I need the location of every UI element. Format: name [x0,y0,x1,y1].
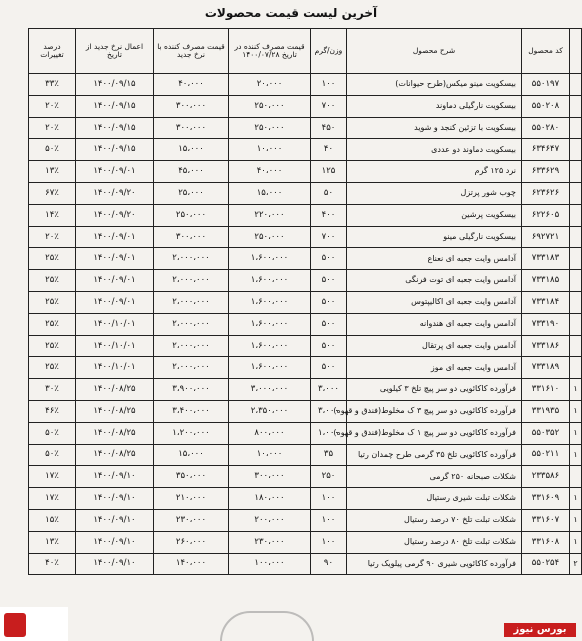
cell-apply-date: ۱۴۰۰/۰۸/۲۵ [76,379,154,401]
cell-consumer-price: ۲۰،۰۰۰ [229,74,311,96]
cell-index: ۱ [570,400,582,422]
cell-weight: ۱۰۰ [311,509,347,531]
cell-description: فرآورده کاکائویی دو سر پیچ ۱ ک مخلوط(فندق و قهوه) [347,422,522,444]
cell-new-price: ۲،۰۰۰،۰۰۰ [154,357,229,379]
cell-consumer-price: ۱۰۰،۰۰۰ [229,553,311,575]
cell-new-price: ۱۴۰،۰۰۰ [154,553,229,575]
cell-weight: ۵۰ [311,182,347,204]
cell-description: فرآورده کاکائویی دو سر پیچ ۳ ک مخلوط(فندق و قهوه) [347,400,522,422]
cell-index [570,270,582,292]
cell-new-price: ۲،۰۰۰،۰۰۰ [154,270,229,292]
cell-new-price: ۱،۲۰۰،۰۰۰ [154,422,229,444]
table-row [29,422,582,444]
cell-apply-date: ۱۴۰۰/۰۹/۱۵ [76,95,154,117]
cell-description: آدامس وایت جعبه ای اکالیپتوس [347,291,522,313]
cell-weight: ۴۵۰ [311,117,347,139]
header-row [29,29,582,74]
cell-apply-date: ۱۴۰۰/۰۹/۰۱ [76,226,154,248]
cell-change-percent: ۲۰٪ [29,95,76,117]
table-row [29,248,582,270]
cell-index [570,74,582,96]
table-row [29,161,582,183]
cell-consumer-price: ۲۳۰،۰۰۰ [229,531,311,553]
cell-weight: ۲۵۰ [311,466,347,488]
cell-change-percent: ۴۰٪ [29,553,76,575]
cell-consumer-price: ۱،۶۰۰،۰۰۰ [229,335,311,357]
cell-weight: ۷۰۰ [311,226,347,248]
cell-consumer-price: ۳،۰۰۰،۰۰۰ [229,379,311,401]
cell-code: ۳۳۱۹۳۵ [522,400,570,422]
cell-index: ۱ [570,531,582,553]
cell-weight: ۴۰ [311,139,347,161]
cell-new-price: ۳۰۰،۰۰۰ [154,117,229,139]
cell-apply-date: ۱۴۰۰/۰۹/۲۰ [76,204,154,226]
cell-index [570,335,582,357]
cell-index: ۲ [570,553,582,575]
cell-change-percent: ۲۵٪ [29,291,76,313]
cell-consumer-price: ۱۵،۰۰۰ [229,182,311,204]
cell-new-price: ۱۵،۰۰۰ [154,444,229,466]
cell-apply-date: ۱۴۰۰/۰۹/۱۰ [76,509,154,531]
cell-weight: ۵۰۰ [311,313,347,335]
table-row [29,291,582,313]
table-row [29,531,582,553]
cell-code: ۳۳۱۶۰۹ [522,488,570,510]
header-apply-date: اعمال نرخ جدید از تاریخ [76,29,154,74]
cell-new-price: ۲۱۰،۰۰۰ [154,488,229,510]
cell-apply-date: ۱۴۰۰/۰۹/۰۱ [76,161,154,183]
cell-change-percent: ۳۰٪ [29,379,76,401]
cell-new-price: ۲،۰۰۰،۰۰۰ [154,248,229,270]
cell-code: ۷۳۳۱۸۴ [522,291,570,313]
cell-index: ۱ [570,379,582,401]
cell-change-percent: ۲۵٪ [29,313,76,335]
logo-mark-icon [4,613,26,637]
cell-change-percent: ۲۵٪ [29,270,76,292]
cell-code: ۳۳۱۶۰۸ [522,531,570,553]
cell-weight: ۳،۰۰۰ [311,379,347,401]
cell-weight: ۱۰۰ [311,74,347,96]
cell-weight: ۴۰۰ [311,204,347,226]
stamp-seal [220,611,314,641]
cell-consumer-price: ۲۰۰،۰۰۰ [229,509,311,531]
cell-code: ۶۲۲۶۰۵ [522,204,570,226]
cell-new-price: ۲۶۰،۰۰۰ [154,531,229,553]
cell-new-price: ۴۰،۰۰۰ [154,74,229,96]
cell-consumer-price: ۸۰۰،۰۰۰ [229,422,311,444]
cell-consumer-price: ۱۰،۰۰۰ [229,139,311,161]
cell-new-price: ۳۰۰،۰۰۰ [154,226,229,248]
cell-apply-date: ۱۴۰۰/۱۰/۰۱ [76,357,154,379]
cell-consumer-price: ۳۰۰،۰۰۰ [229,466,311,488]
cell-new-price: ۲۵۰،۰۰۰ [154,204,229,226]
table-row [29,270,582,292]
cell-description: چوب شور پرتزل [347,182,522,204]
cell-code: ۷۳۳۱۸۶ [522,335,570,357]
document-title: آخرین لیست قیمت محصولات [204,6,378,20]
table-row [29,553,582,575]
table-row [29,400,582,422]
cell-apply-date: ۱۴۰۰/۰۹/۱۰ [76,531,154,553]
cell-index [570,182,582,204]
cell-new-price: ۲،۰۰۰،۰۰۰ [154,291,229,313]
cell-apply-date: ۱۴۰۰/۱۰/۰۱ [76,313,154,335]
cell-weight: ۱۲۵ [311,161,347,183]
table-row [29,204,582,226]
cell-change-percent: ۲۵٪ [29,357,76,379]
cell-description: آدامس وایت جعبه ای توت فرنگی [347,270,522,292]
cell-change-percent: ۲۵٪ [29,248,76,270]
header-change-percent: درصد تغییرات [29,29,76,74]
cell-description: بیسکویت نارگیلی دماوند [347,95,522,117]
cell-code: ۶۳۳۶۲۹ [522,161,570,183]
cell-change-percent: ۳۳٪ [29,74,76,96]
table-row [29,226,582,248]
cell-description: آدامس وایت جعبه ای نعناع [347,248,522,270]
price-table [28,28,582,575]
cell-new-price: ۳۵۰،۰۰۰ [154,466,229,488]
cell-index [570,161,582,183]
cell-index [570,357,582,379]
cell-change-percent: ۱۳٪ [29,531,76,553]
cell-apply-date: ۱۴۰۰/۰۹/۰۱ [76,248,154,270]
table-row [29,379,582,401]
cell-description: بیسکویت پرشین [347,204,522,226]
cell-index: ۱ [570,509,582,531]
cell-consumer-price: ۲۲۰،۰۰۰ [229,204,311,226]
cell-apply-date: ۱۴۰۰/۰۸/۲۵ [76,422,154,444]
cell-code: ۲۳۳۵۸۶ [522,466,570,488]
cell-code: ۵۵۰۳۵۲ [522,422,570,444]
cell-new-price: ۲،۰۰۰،۰۰۰ [154,313,229,335]
cell-change-percent: ۵۰٪ [29,444,76,466]
cell-code: ۳۳۱۶۰۷ [522,509,570,531]
cell-code: ۷۳۳۱۸۹ [522,357,570,379]
cell-code: ۷۳۳۱۸۳ [522,248,570,270]
cell-consumer-price: ۲۵۰،۰۰۰ [229,117,311,139]
cell-code: ۶۳۴۶۴۷ [522,139,570,161]
cell-index [570,95,582,117]
cell-index [570,313,582,335]
cell-code: ۷۳۳۱۹۰ [522,313,570,335]
table-row [29,95,582,117]
cell-new-price: ۱۵،۰۰۰ [154,139,229,161]
table-row [29,488,582,510]
cell-apply-date: ۱۴۰۰/۰۹/۱۰ [76,553,154,575]
cell-change-percent: ۴۶٪ [29,400,76,422]
cell-weight: ۹۰ [311,553,347,575]
cell-weight: ۵۰۰ [311,357,347,379]
header-new-price: قیمت مصرف کننده با نرخ جدید [154,29,229,74]
cell-weight: ۵۰۰ [311,335,347,357]
cell-index [570,117,582,139]
cell-apply-date: ۱۴۰۰/۰۹/۱۵ [76,117,154,139]
cell-apply-date: ۱۴۰۰/۰۹/۰۱ [76,291,154,313]
cell-apply-date: ۱۴۰۰/۱۰/۰۱ [76,335,154,357]
cell-new-price: ۴۵،۰۰۰ [154,161,229,183]
cell-code: ۷۳۳۱۸۵ [522,270,570,292]
table-row [29,139,582,161]
cell-description: شکلات تبلت تلخ ۸۰ درصد رستیال [347,531,522,553]
cell-code: ۶۲۳۶۲۶ [522,182,570,204]
cell-weight: ۱،۰۰۰ [311,422,347,444]
cell-change-percent: ۱۴٪ [29,204,76,226]
cell-code: ۵۵۰۲۸۰ [522,117,570,139]
table-body [29,74,582,575]
cell-description: آدامس وایت جعبه ای موز [347,357,522,379]
cell-description: فرآورده کاکائویی تلخ ۳۵ گرمی طرح چمدان رتیا [347,444,522,466]
cell-index [570,204,582,226]
cell-description: بیسکویت مینو میکس(طرح حیوانات) [347,74,522,96]
cell-change-percent: ۵۰٪ [29,422,76,444]
cell-description: آدامس وایت جعبه ای هندوانه [347,313,522,335]
cell-new-price: ۳،۴۰۰،۰۰۰ [154,400,229,422]
cell-description: شکلات صبحانه ۲۵۰ گرمی [347,466,522,488]
header-code: کد محصول [522,29,570,74]
cell-code: ۶۹۲۷۲۱ [522,226,570,248]
cell-description: آدامس وایت جعبه ای پرتقال [347,335,522,357]
cell-consumer-price: ۲۵۰،۰۰۰ [229,226,311,248]
cell-description: فرآورده کاکائویی دو سر پیچ تلخ ۳ کیلویی [347,379,522,401]
cell-code: ۵۵۰۱۹۷ [522,74,570,96]
cell-index [570,466,582,488]
header-weight: وزن/گرم [311,29,347,74]
cell-code: ۵۵۰۲۱۱ [522,444,570,466]
cell-code: ۵۵۰۲۵۴ [522,553,570,575]
table-row [29,357,582,379]
cell-consumer-price: ۲۵۰،۰۰۰ [229,95,311,117]
cell-change-percent: ۲۰٪ [29,117,76,139]
cell-index [570,248,582,270]
cell-new-price: ۲،۰۰۰،۰۰۰ [154,335,229,357]
cell-new-price: ۲۳۰،۰۰۰ [154,509,229,531]
cell-change-percent: ۱۷٪ [29,488,76,510]
cell-index [570,139,582,161]
cell-consumer-price: ۲،۳۵۰،۰۰۰ [229,400,311,422]
cell-weight: ۳،۰۰۰ [311,400,347,422]
cell-change-percent: ۵۰٪ [29,139,76,161]
cell-index: ۱ [570,444,582,466]
cell-consumer-price: ۱،۶۰۰،۰۰۰ [229,270,311,292]
cell-weight: ۳۵ [311,444,347,466]
cell-index [570,291,582,313]
table-row [29,182,582,204]
cell-weight: ۱۰۰ [311,488,347,510]
cell-new-price: ۲۵،۰۰۰ [154,182,229,204]
table-row [29,335,582,357]
cell-change-percent: ۱۷٪ [29,466,76,488]
cell-apply-date: ۱۴۰۰/۰۹/۱۵ [76,74,154,96]
cell-description: بیسکویت با تزئین کنجد و شوید [347,117,522,139]
table-row [29,117,582,139]
cell-consumer-price: ۱،۶۰۰،۰۰۰ [229,313,311,335]
cell-consumer-price: ۱۰،۰۰۰ [229,444,311,466]
cell-consumer-price: ۱۸۰،۰۰۰ [229,488,311,510]
cell-apply-date: ۱۴۰۰/۰۹/۱۰ [76,466,154,488]
cell-apply-date: ۱۴۰۰/۰۹/۱۵ [76,139,154,161]
cell-index [570,226,582,248]
table-row [29,509,582,531]
cell-consumer-price: ۱،۶۰۰،۰۰۰ [229,291,311,313]
cell-index: ۱ [570,422,582,444]
cell-description: فرآورده کاکائویی شیری ۹۰ گرمی پیلویک رتیا [347,553,522,575]
cell-change-percent: ۱۵٪ [29,509,76,531]
cell-apply-date: ۱۴۰۰/۰۸/۲۵ [76,400,154,422]
cell-change-percent: ۲۵٪ [29,335,76,357]
header-consumer-price: قیمت مصرف کننده در تاریخ ۱۴۰۰/۰۷/۲۸ [229,29,311,74]
table-row [29,444,582,466]
cell-change-percent: ۶۷٪ [29,182,76,204]
cell-consumer-price: ۱،۶۰۰،۰۰۰ [229,248,311,270]
watermark: بورس نیوز [504,623,576,637]
cell-consumer-price: ۴۰،۰۰۰ [229,161,311,183]
cell-apply-date: ۱۴۰۰/۰۹/۱۰ [76,488,154,510]
cell-description: شکلات تبلت تلخ ۷۰ درصد رستیال [347,509,522,531]
cell-weight: ۵۰۰ [311,291,347,313]
cell-weight: ۵۰۰ [311,270,347,292]
cell-apply-date: ۱۴۰۰/۰۸/۲۵ [76,444,154,466]
cell-consumer-price: ۱،۶۰۰،۰۰۰ [229,357,311,379]
cell-new-price: ۳۰۰،۰۰۰ [154,95,229,117]
table-row [29,313,582,335]
cell-description: بیسکویت نارگیلی مینو [347,226,522,248]
cell-description: شکلات تبلت شیری رستیال [347,488,522,510]
table-row [29,466,582,488]
cell-apply-date: ۱۴۰۰/۰۹/۲۰ [76,182,154,204]
cell-change-percent: ۱۳٪ [29,161,76,183]
logo [0,607,68,641]
cell-weight: ۱۰۰ [311,531,347,553]
cell-code: ۳۳۱۶۱۰ [522,379,570,401]
header-description: شرح محصول [347,29,522,74]
cell-new-price: ۳،۹۰۰،۰۰۰ [154,379,229,401]
cell-weight: ۷۰۰ [311,95,347,117]
table-row [29,74,582,96]
cell-apply-date: ۱۴۰۰/۰۹/۰۱ [76,270,154,292]
cell-change-percent: ۲۰٪ [29,226,76,248]
cell-index: ۱ [570,488,582,510]
cell-weight: ۵۰۰ [311,248,347,270]
cell-description: نرد ۱۲۵ گرم [347,161,522,183]
cell-code: ۵۵۰۲۰۸ [522,95,570,117]
header-index [570,29,582,74]
cell-description: بیسکویت دماوند دو عددی [347,139,522,161]
